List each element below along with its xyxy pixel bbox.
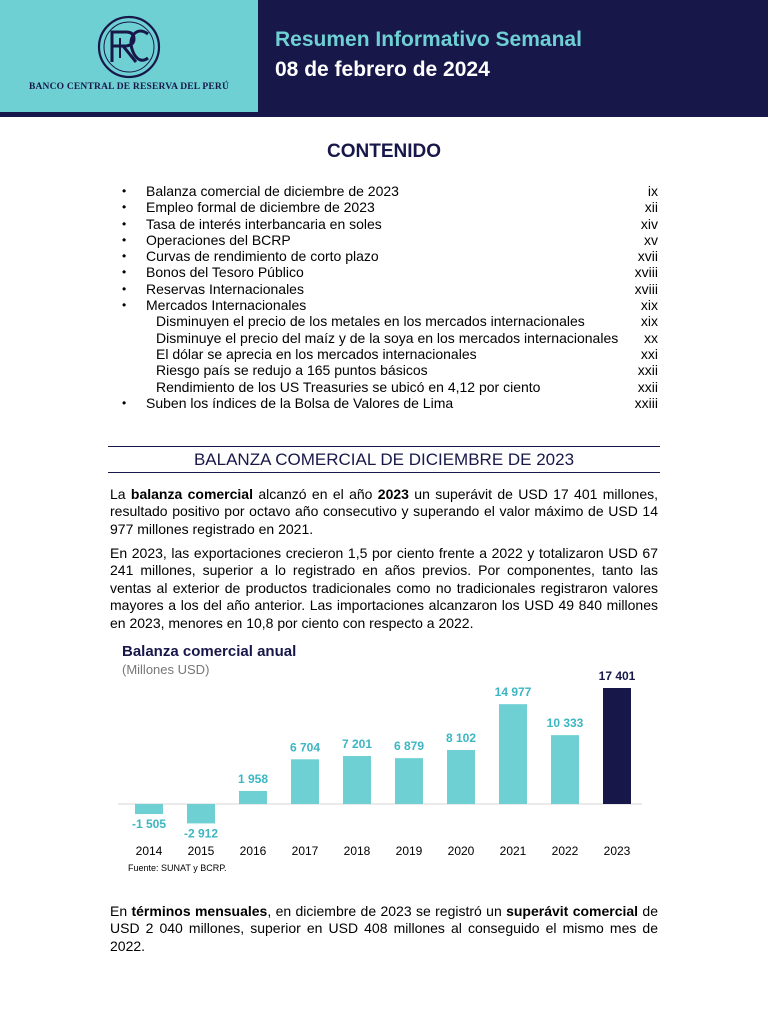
- data-label-2017: 6 704: [289, 740, 321, 755]
- toc-page: xviii: [634, 264, 658, 281]
- header-divider: [0, 112, 768, 117]
- bold-text: 2023: [377, 486, 409, 502]
- toc-page: xix: [640, 297, 658, 314]
- table-of-contents: [120, 183, 660, 411]
- report-date: 08 de febrero de 2024: [275, 58, 490, 81]
- data-label-2022: 10 333: [546, 716, 584, 731]
- toc-subitem: [120, 362, 660, 378]
- bullet-icon: •: [122, 281, 127, 296]
- bar-2014: [135, 804, 163, 814]
- trade-balance-chart: [110, 640, 660, 880]
- toc-page: xiv: [640, 215, 658, 232]
- toc-page: xxii: [637, 378, 658, 395]
- toc-label: Empleo formal de diciembre de 2023: [146, 199, 375, 216]
- toc-item: [120, 281, 660, 297]
- bold-text: superávit comercial: [506, 903, 639, 919]
- bar-2022: [551, 735, 579, 804]
- chart-title: Balanza comercial anual: [122, 643, 297, 660]
- toc-label: Reservas Internacionales: [146, 280, 304, 297]
- text-run: , en diciembre de 2023 se registró un: [267, 903, 507, 919]
- section-title: BALANZA COMERCIAL DE DICIEMBRE DE 2023: [193, 450, 575, 469]
- toc-item: [120, 395, 660, 411]
- toc-page: xx: [644, 329, 658, 346]
- toc-label: El dólar se aprecia en los mercados internacionales: [156, 345, 477, 362]
- x-tick-2016: 2016: [239, 844, 267, 858]
- toc-item: [120, 248, 660, 264]
- toc-label: Riesgo país se redujo a 165 puntos básicos: [156, 362, 428, 379]
- contents-title: CONTENIDO: [327, 141, 441, 162]
- bullet-icon: •: [122, 265, 127, 280]
- data-label-2014: -1 505: [131, 817, 167, 832]
- bullet-icon: •: [122, 249, 127, 264]
- data-label-2021: 14 977: [494, 685, 532, 700]
- toc-label: Curvas de rendimiento de corto plazo: [146, 248, 379, 265]
- toc-subitem: [120, 346, 660, 362]
- toc-page: xviii: [634, 280, 658, 297]
- paragraph-trade-balance: [110, 486, 658, 538]
- toc-item: [120, 297, 660, 313]
- x-tick-2020: 2020: [447, 844, 475, 858]
- toc-subitem: [120, 313, 660, 329]
- toc-subitem: [120, 379, 660, 395]
- data-label-2018: 7 201: [341, 736, 373, 751]
- text-run: En 2023, las exportaciones crecieron 1,5 por ciento frente a 2022 y totalizaron USD 67 241 millones, superior a lo registrado en años previos. Por componentes, tanto las ventas al exterior de productos tradicionales como no tradicionales registraron valores mayores a los del año anterior. Las importaciones alcanzaron los USD 49 840 millones en 2023, menores en 10,8 por ciento con respecto a 2022.: [110, 545, 658, 631]
- data-label-2016: 1 958: [237, 771, 269, 786]
- x-tick-2021: 2021: [499, 844, 527, 858]
- x-tick-2018: 2018: [343, 844, 371, 858]
- bullet-icon: •: [122, 216, 127, 231]
- text-run: La: [110, 486, 131, 502]
- data-label-2020: 8 102: [445, 730, 477, 745]
- bar-2023: [603, 688, 631, 804]
- toc-page: xv: [644, 231, 658, 248]
- bullet-icon: •: [122, 298, 127, 313]
- toc-label: Disminuyen el precio de los metales en los mercados internacionales: [156, 313, 585, 330]
- toc-label: Balanza comercial de diciembre de 2023: [146, 183, 399, 199]
- data-label-2015: -2 912: [183, 826, 219, 841]
- bullet-icon: •: [122, 232, 127, 247]
- toc-label: Tasa de interés interbancaria en soles: [146, 215, 382, 232]
- toc-page: xxiii: [634, 394, 658, 411]
- toc-item: [120, 232, 660, 248]
- toc-page: xxi: [640, 345, 658, 362]
- bar-2018: [343, 756, 371, 804]
- toc-item: [120, 199, 660, 215]
- toc-label: Disminuye el precio del maíz y de la soya en los mercados internacionales: [156, 329, 619, 346]
- bullet-icon: •: [122, 184, 127, 198]
- toc-page: ix: [647, 183, 658, 199]
- toc-page: xii: [644, 199, 658, 216]
- bold-text: términos mensuales: [131, 903, 268, 919]
- x-tick-2019: 2019: [395, 844, 423, 858]
- bar-2021: [499, 704, 527, 804]
- bar-2016: [239, 791, 267, 804]
- data-label-2023: 17 401: [598, 669, 636, 683]
- bold-text: balanza comercial: [130, 486, 253, 502]
- bullet-icon: •: [122, 395, 127, 410]
- toc-label: Operaciones del BCRP: [146, 231, 291, 248]
- paragraph-monthly: [110, 903, 658, 955]
- toc-item: [120, 216, 660, 232]
- toc-page: xxii: [637, 362, 658, 379]
- data-label-2019: 6 879: [393, 739, 425, 754]
- bar-2020: [447, 750, 475, 804]
- toc-subitem: [120, 330, 660, 346]
- x-tick-2015: 2015: [187, 844, 215, 858]
- x-tick-2023: 2023: [603, 844, 631, 858]
- text-run: un superávit de USD 17 401 millones, resultado positivo por octavo año consecutivo y superando el valor máximo de USD 14 977 millones registrado en 2021.: [110, 486, 658, 537]
- x-tick-2014: 2014: [135, 844, 163, 858]
- bar-2019: [395, 758, 423, 804]
- toc-label: Mercados Internacionales: [146, 297, 307, 314]
- chart-source: Fuente: SUNAT y BCRP.: [128, 863, 227, 873]
- report-header: [0, 0, 768, 112]
- bank-name: BANCO CENTRAL DE RESERVA DEL PERÚ: [28, 82, 230, 92]
- x-tick-2017: 2017: [291, 844, 319, 858]
- text-run: alcanzó en el año: [253, 486, 378, 502]
- toc-page: xix: [640, 313, 658, 330]
- toc-label: Bonos del Tesoro Público: [146, 264, 304, 281]
- bcrp-logo-icon: [96, 14, 162, 80]
- toc-label: Rendimiento de los US Treasuries se ubicó en 4,12 por ciento: [156, 378, 541, 395]
- chart-subtitle: (Millones USD): [122, 662, 210, 677]
- toc-item: [120, 183, 660, 199]
- x-tick-2022: 2022: [551, 844, 579, 858]
- bar-2017: [291, 759, 319, 804]
- paragraph-exports-imports: [110, 545, 658, 632]
- toc-page: xvii: [637, 248, 658, 265]
- text-run: En: [110, 903, 132, 919]
- section-header: [108, 446, 660, 473]
- bar-2015: [187, 804, 215, 823]
- bullet-icon: •: [122, 200, 127, 215]
- text-run: de USD 2 040 millones, superior en USD 408 millones al conseguido el mismo mes de 2022.: [110, 903, 659, 954]
- report-title: Resumen Informativo Semanal: [275, 28, 582, 51]
- title-panel: [258, 0, 768, 112]
- toc-item: [120, 264, 660, 280]
- toc-label: Suben los índices de la Bolsa de Valores de Lima: [146, 394, 454, 411]
- logo-panel: [0, 0, 258, 112]
